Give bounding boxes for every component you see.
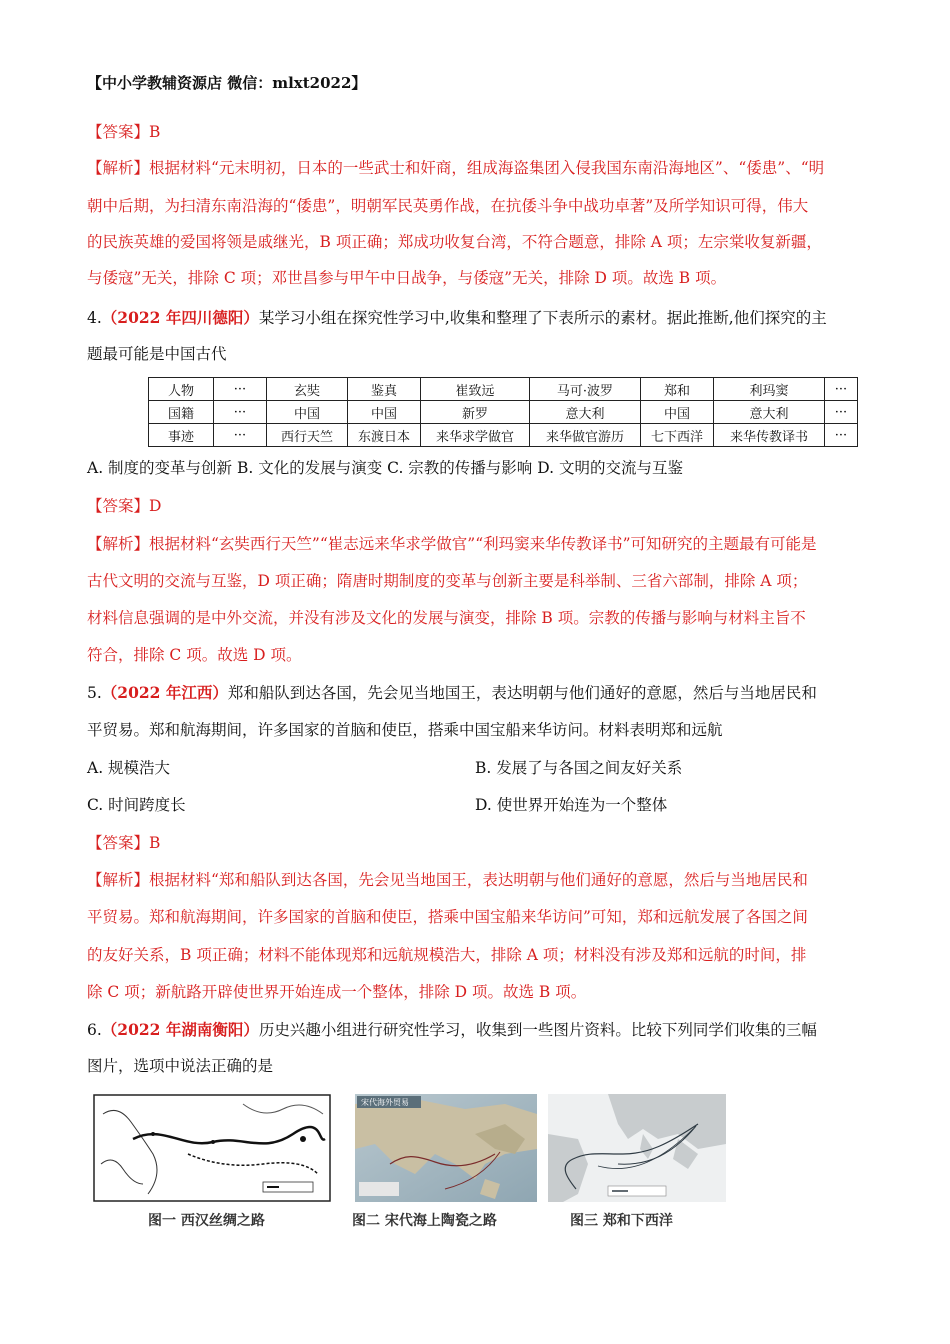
- q5-analysis-line: 的友好关系，B 项正确；材料不能体现郑和远航规模浩大，排除 A 项；材料没有涉及郑和远航的时间，排: [87, 946, 807, 964]
- q5-stem-line2: 平贸易。郑和航海期间，许多国家的首脑和使臣，搭乘中国宝船来华访问。材料表明郑和远航: [87, 721, 723, 739]
- q6-source: （2022 年湖南衡阳）: [101, 1020, 259, 1039]
- q4-stem-line2: 题最可能是中国古代: [87, 345, 227, 363]
- table-cell: 玄奘: [267, 378, 348, 401]
- q4-material-table: [148, 377, 858, 447]
- silk-road-map-image: [93, 1094, 331, 1202]
- table-cell: ···: [214, 424, 267, 447]
- table-cell: 中国: [267, 401, 348, 424]
- q4-analysis-line: 符合，排除 C 项。故选 D 项。: [87, 646, 302, 664]
- table-cell: ···: [214, 378, 267, 401]
- q4-options: A. 制度的变革与创新 B. 文化的发展与演变 C. 宗教的传播与影响 D. 文明的交流与互鉴: [87, 459, 683, 477]
- table-cell: 国籍: [149, 401, 214, 424]
- q4-stem: [87, 308, 867, 328]
- q3-analysis-line: 与倭寇”无关，排除 C 项；邓世昌参与甲午中日战争，与倭寇”无关，排除 D 项。故选 B 项。: [87, 269, 727, 287]
- q4-number: 4.: [87, 309, 102, 327]
- q6-stem: [87, 1020, 867, 1040]
- table-cell: 西行天竺: [267, 424, 348, 447]
- table-cell: 来华求学做官: [421, 424, 530, 447]
- table-row: [149, 401, 858, 424]
- q4-analysis-line: 古代文明的交流与互鉴，D 项正确；隋唐时期制度的变革与创新主要是科举制、三省六部制，排除 A 项；: [87, 572, 808, 590]
- q5-option-b: B. 发展了与各国之间友好关系: [475, 759, 683, 777]
- table-cell: 东渡日本: [348, 424, 421, 447]
- q5-answer: 【答案】B: [87, 834, 161, 852]
- table-cell: ···: [825, 424, 858, 447]
- q4-analysis-line: 材料信息强调的是中外交流，并没有涉及文化的发展与演变，排除 B 项。宗教的传播与影响与材料主旨不: [87, 609, 806, 627]
- q6-stem-text: 历史兴趣小组进行研究性学习，收集到一些图片资料。比较下列同学们收集的三幅: [258, 1021, 817, 1039]
- table-cell: ···: [825, 378, 858, 401]
- fig2-title: 宋代海外贸易: [361, 1098, 409, 1107]
- figure-caption: 图二 宋代海上陶瓷之路: [352, 1213, 497, 1229]
- table-cell: 鉴真: [348, 378, 421, 401]
- q6-number: 6.: [87, 1021, 102, 1039]
- table-cell: 崔致远: [421, 378, 530, 401]
- q5-analysis-line: 除 C 项；新航路开辟使世界开始连成一个整体，排除 D 项。故选 B 项。: [87, 983, 587, 1001]
- table-cell: 中国: [348, 401, 421, 424]
- table-cell: 郑和: [641, 378, 714, 401]
- table-cell: 意大利: [530, 401, 641, 424]
- q3-answer: 【答案】B: [87, 123, 161, 141]
- table-cell: 中国: [641, 401, 714, 424]
- figure-caption: 图三 郑和下西洋: [570, 1213, 673, 1229]
- q6-stem-line2: 图片，选项中说法正确的是: [87, 1057, 274, 1075]
- table-cell: 利玛窦: [714, 378, 825, 401]
- table-cell: 来华传教译书: [714, 424, 825, 447]
- q5-analysis-line: 平贸易。郑和航海期间，许多国家的首脑和使臣，搭乘中国宝船来华访问”可知，郑和远航发展了各国之间: [87, 908, 808, 926]
- q5-option-c: C. 时间跨度长: [87, 796, 186, 814]
- page-header: 【中小学教辅资源店 微信：mlxt2022】: [87, 74, 367, 92]
- song-maritime-map-image: [355, 1094, 537, 1202]
- q3-analysis-line: 的民族英雄的爱国将领是戚继光，B 项正确；郑成功收复台湾，不符合题意，排除 A 项；左宗棠收复新疆，: [87, 233, 822, 251]
- q5-option-d: D. 使世界开始连为一个整体: [475, 796, 668, 814]
- table-cell: 来华做官游历: [530, 424, 641, 447]
- q5-stem-text: 郑和船队到达各国，先会见当地国王，表达明朝与他们通好的意愿，然后与当地居民和: [227, 684, 817, 702]
- table-cell: ···: [825, 401, 858, 424]
- q4-source: （2022 年四川德阳）: [101, 308, 259, 327]
- q5-analysis-line: 【解析】根据材料“郑和船队到达各国，先会见当地国王，表达明朝与他们通好的意愿，然后与当地居民和: [87, 871, 808, 889]
- table-cell: 马可·波罗: [530, 378, 641, 401]
- table-cell: 七下西洋: [641, 424, 714, 447]
- table-cell: 人物: [149, 378, 214, 401]
- q3-analysis-line: 【解析】根据材料“元末明初，日本的一些武士和奸商，组成海盗集团入侵我国东南沿海地区”、“倭患”、“明: [87, 159, 825, 177]
- q4-analysis-line: 【解析】根据材料“玄奘西行天竺”“崔志远来华求学做官”“利玛窦来华传教译书”可知研究的主题最有可能是: [87, 535, 817, 553]
- q3-analysis-line: 朝中后期，为扫清东南沿海的“倭患”，明朝军民英勇作战，在抗倭斗争中战功卓著”及所学知识可得，伟大: [87, 197, 809, 215]
- table-cell: 新罗: [421, 401, 530, 424]
- q5-option-a: A. 规模浩大: [87, 759, 171, 777]
- figure-caption: 图一 西汉丝绸之路: [148, 1213, 265, 1229]
- q5-stem: [87, 683, 867, 703]
- zheng-he-voyage-map-image: [548, 1094, 726, 1202]
- table-cell: 意大利: [714, 401, 825, 424]
- q5-number: 5.: [87, 684, 102, 702]
- table-cell: ···: [214, 401, 267, 424]
- table-row: [149, 424, 858, 447]
- table-cell: 事迹: [149, 424, 214, 447]
- table-row: [149, 378, 858, 401]
- q4-answer: 【答案】D: [87, 497, 162, 515]
- q4-stem-text: 某学习小组在探究性学习中,收集和整理了下表所示的素材。据此推断,他们探究的主: [258, 309, 827, 327]
- q5-source: （2022 年江西）: [101, 683, 228, 702]
